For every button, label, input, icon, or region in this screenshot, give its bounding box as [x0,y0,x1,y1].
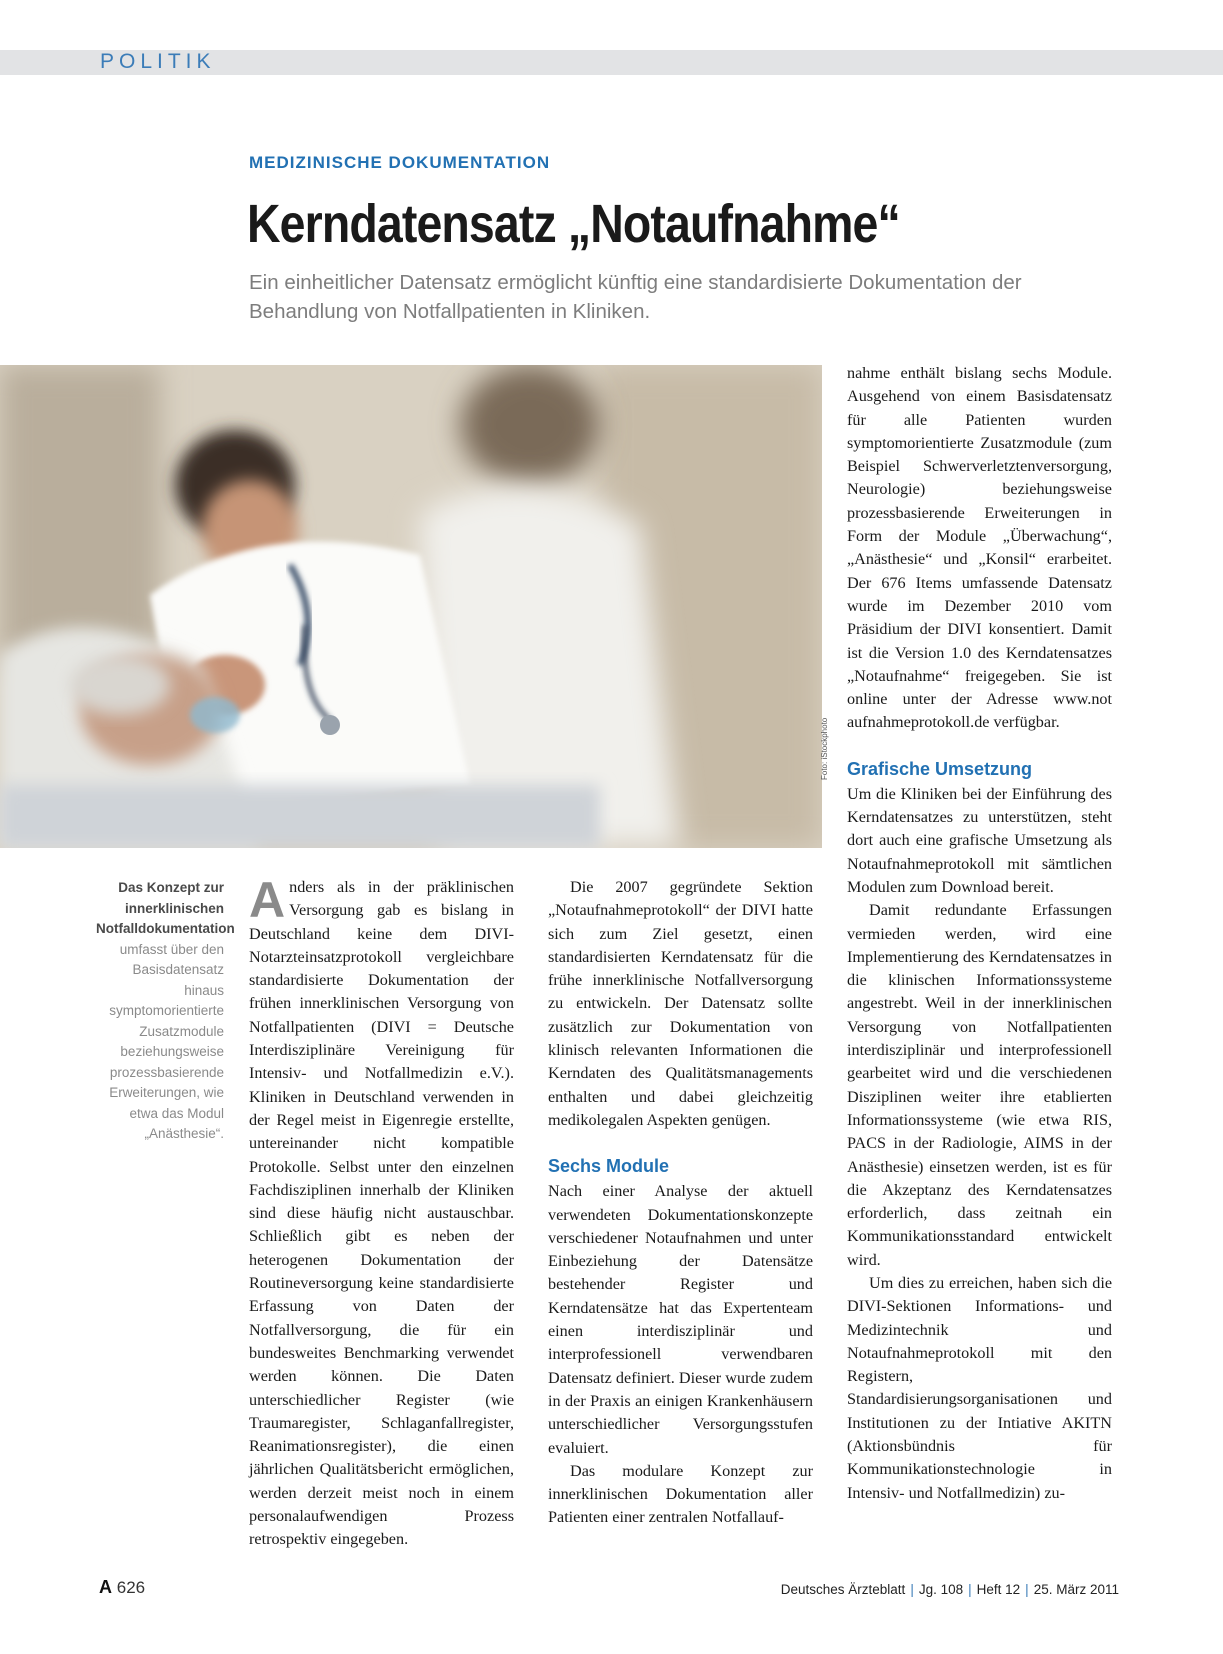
article-title: Kerndatensatz „Notaufnahme“ [247,194,900,254]
journal-info [781,1582,1119,1597]
section-label: POLITIK [100,50,216,73]
col2-paragraph-3: Das modulare Konzept zur innerklinischen Dokumentation aller Patienten einer zentralen Notfallauf- [548,1461,813,1527]
caption-text: umfasst über den Basisdatensatz hinaus symptomorientierte Zusatzmodule beziehungsweise prozessbasierende Erweiterungen, wie etwa das Modul „Anästhesie“. [109,941,224,1141]
article-photo [0,365,822,848]
col3-paragraph-1: nahme enthält bislang sechs Module. Ausgehend von einem Basisdatensatz für alle Patienten wurden symptomorientierte Zusatzmodule (zum Beispiel Schwerverletztenversorgung, Neurologie) beziehungsweise prozessbasierende Erweiterungen in Form der Module „Überwachung“, „Anästhesie“ und „Konsil“ erarbeitet. Der 676 Items umfassende Datensatz wurde im Dezember 2010 vom Präsidium der DIVI konsentiert. Damit ist die Version 1.0 des Kerndatensatzes „Notaufnahme“ freigegeben. Sie ist online unter der Adresse www.not aufnahmeprotokoll.de verfügbar. [847,364,1112,732]
article-kicker: MEDIZINISCHE DOKUMENTATION [249,153,551,172]
photo-credit: Foto: iStockphoto [820,717,829,780]
column-2 [548,876,813,1530]
photo-illustration [0,365,822,848]
drop-cap: A [249,872,286,928]
page-number [99,1577,145,1598]
journal-date: 25. März 2011 [1033,1582,1119,1597]
page-number-value: 626 [116,1578,146,1597]
caption-lead: Das Konzept zur innerklinischen Notfalldokumentation [96,880,235,936]
photo-caption [96,878,235,1145]
journal-issue: Heft 12 [976,1582,1021,1597]
footer-separator: | [968,1582,972,1597]
footer-separator: | [1025,1582,1029,1597]
journal-volume: Jg. 108 [918,1582,964,1597]
column-3 [847,362,1112,1505]
col2-paragraph-1: Die 2007 gegründete Sektion „Notaufnahmeprotokoll“ der DIVI hatte sich zum Ziel gesetzt, einen standardisierten Kerndatensatz für die frühe innerklinische Notfallversorgung zu entwickeln. Der Datensatz sollte zusätzlich zur Dokumentation von klinisch relevanten Informationen die Kerndaten des Qualitätsmanagements enthalten und dabei gleichzeitig medikolegalen Aspekten genügen. [548,878,813,1129]
page-prefix: A [99,1577,112,1597]
col3-paragraph-2: Um die Kliniken bei der Einführung des Kerndatensatzes zu unterstützen, steht dort auch eine grafische Umsetzung als Notaufnahmeprotokoll mit sämtlichen Modulen zum Download bereit. [847,784,1112,896]
col3-paragraph-4: Um dies zu erreichen, haben sich die DIVI-Sektionen Informations- und Medizintechnik und Notaufnahmeprotokoll mit den Registern, Standardisierungsorganisationen und Institutionen zu der Intiative AKITN (Aktionsbündnis für Kommunikationstechnologie in Intensiv- und Notfallmedizin) zu- [847,1273,1112,1502]
column-1 [249,872,514,1552]
col1-paragraph-1: nders als in der präklinischen Versorgung gab es bislang in Deutschland keine dem DIVI-Notarzteinsatzprotokoll vergleichbare standardisierte Dokumentation der frühen innerklinischen Versorgung von Notfallpatienten (DIVI = Deutsche Interdisziplinäre Vereinigung für Intensiv- und Notfallmedizin e.V.). Kliniken in Deutschland verwenden in der Regel meist in Eigenregie erstellte, untereinander nicht kompatible Protokolle. Selbst unter den einzelnen Fachdisziplinen innerhalb der Kliniken sind diese häufig nicht austauschbar. Schließlich gibt es neben der heterogenen Dokumentation der Routineversorgung keine standardisierte Erfassung von Daten der Notfallversorgung, die für ein bundesweites Benchmarking verwendet werden können. Die Daten unterschiedlicher Register (wie Traumaregister, Schlaganfallregister, Reanimationsregister), die einen jährlichen Qualitätsbericht ermöglichen, werden derzeit meist noch in einem personalaufwendigen Prozess retrospektiv eingegeben. [249,878,514,1549]
footer-separator: | [910,1582,914,1597]
journal-name: Deutsches Ärzteblatt [780,1582,906,1597]
col3-paragraph-3: Damit redundante Erfassungen vermieden werden, wird eine Implementierung des Kerndatensatzes in die klinischen Informationssysteme angestrebt. Weil in der innerklinischen Versorgung von Notfallpatienten interdisziplinär und interprofessionell gearbeitet wird und die verschiedenen Disziplinen weiter ihre etablierten Informationssysteme (wie etwa RIS, PACS in der Radiologie, AIMS in der Anästhesie) einsetzen werden, ist es für die Akzeptanz des Kerndatensatzes erforderlich, dass zeitnah ein Kommunikationsstandard entwickelt wird. [847,901,1112,1269]
subheading-sechs-module: Sechs Module [548,1156,670,1177]
article-subtitle: Ein einheitlicher Datensatz ermöglicht künftig eine standardisierte Dokumentation der Behandlung von Notfallpatienten in Kliniken. [249,271,1022,323]
subheading-grafische-umsetzung: Grafische Umsetzung [847,758,1033,779]
col2-paragraph-2: Nach einer Analyse der aktuell verwendeten Dokumentationskonzepte verschiedener Notaufnahmen und unter Einbeziehung der Datensätze bestehender Register und Kerndatensätze hat das Expertenteam einen interdisziplinär und interprofessionell verwendbaren Datensatz definiert. Dieser wurde zudem in der Praxis an einigen Krankenhäusern unterschiedlicher Versorgungsstufen evaluiert. [548,1182,813,1457]
